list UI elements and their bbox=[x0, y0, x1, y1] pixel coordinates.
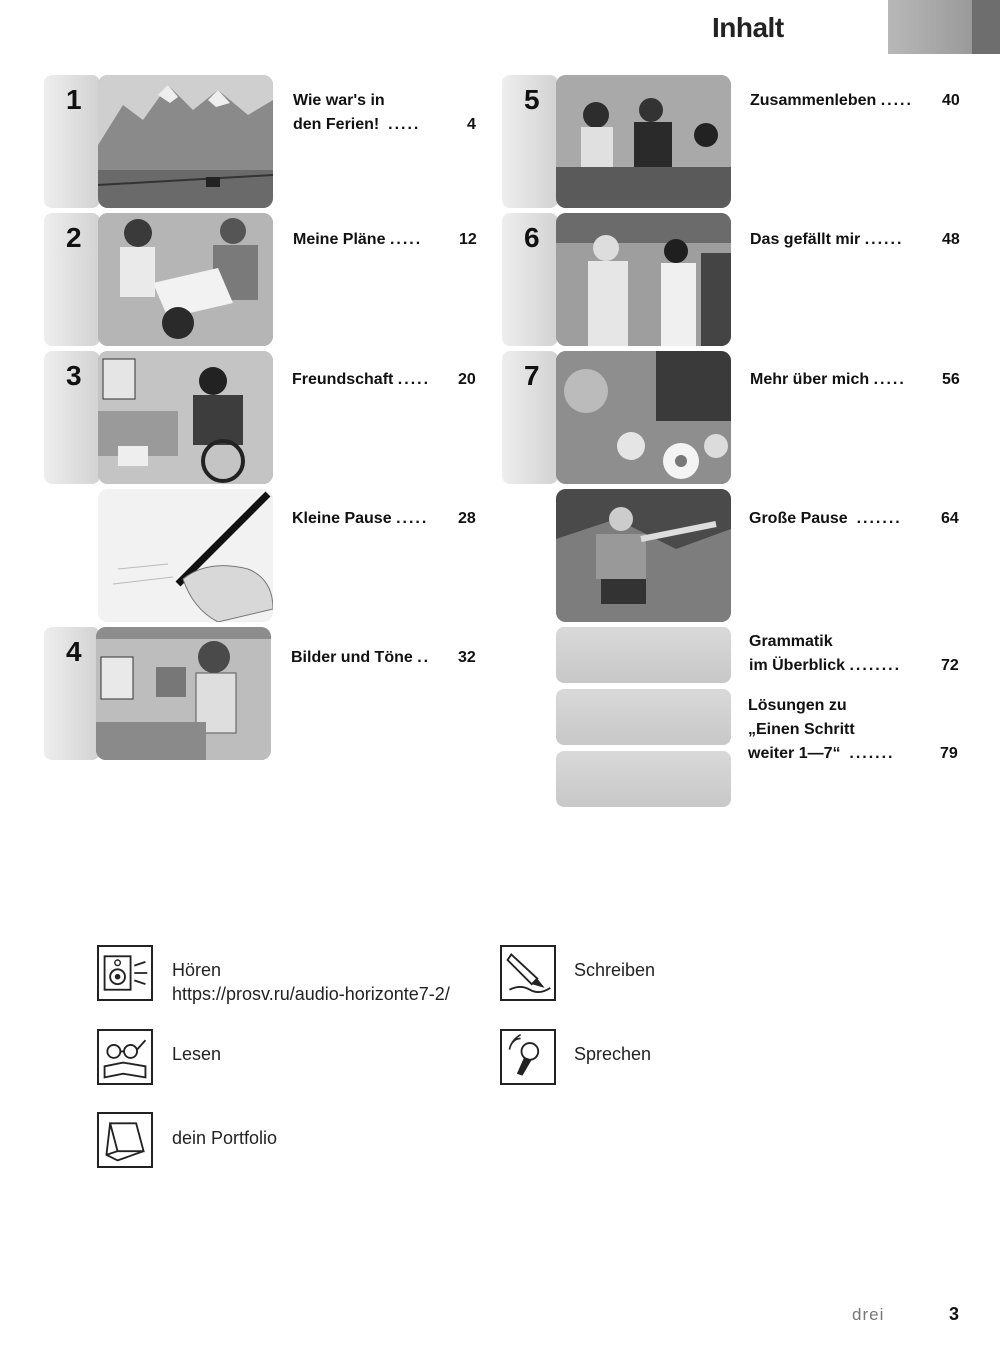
hand-writing-photo bbox=[98, 489, 273, 622]
reading-glasses-icon bbox=[97, 1029, 153, 1085]
chapter-number: 5 bbox=[524, 84, 540, 115]
folder-book-icon bbox=[97, 1112, 153, 1168]
toc-entry-chapter-4[interactable] bbox=[291, 646, 481, 670]
chapter-4-number-tab bbox=[44, 627, 100, 760]
toc-leader-dots: ..... bbox=[397, 371, 431, 388]
legend-lesen-label: Lesen bbox=[172, 1044, 222, 1064]
chapter-number: 1 bbox=[66, 84, 82, 115]
toc-page-number: 12 bbox=[459, 231, 477, 248]
text-block-image bbox=[556, 689, 731, 745]
legend-portfolio-label: dein Portfolio bbox=[172, 1128, 278, 1148]
toc-page-number: 64 bbox=[941, 510, 959, 527]
toc-leader-dots: ..... bbox=[389, 231, 423, 248]
chapter-number: 6 bbox=[524, 222, 540, 253]
flowers-crowd-photo bbox=[556, 351, 731, 484]
toc-leader-dots: ........ bbox=[849, 657, 902, 674]
toc-title: Bilder und Töne bbox=[291, 649, 413, 666]
toc-title-line1: Lösungen zu bbox=[748, 697, 847, 714]
teens-at-table-photo bbox=[556, 75, 731, 208]
toc-page-number: 48 bbox=[942, 231, 960, 248]
toc-title: Zusammenleben bbox=[750, 92, 877, 109]
legend-sprechen-label: Sprechen bbox=[574, 1044, 652, 1064]
toc-page-number: 40 bbox=[942, 92, 960, 109]
speaker-icon bbox=[97, 945, 153, 1001]
toc-leader-dots: ..... bbox=[396, 510, 429, 527]
toc-leader-dots: ..... bbox=[880, 92, 913, 109]
chapter-6-number-tab bbox=[502, 213, 558, 346]
chapter-1-number-tab bbox=[44, 75, 100, 208]
toc-entry-grammatik[interactable] bbox=[749, 630, 964, 678]
mountain-railway-photo bbox=[98, 75, 273, 208]
legend-schreiben-label: Schreiben bbox=[574, 960, 656, 980]
chapter-number: 7 bbox=[524, 360, 540, 391]
toc-title-line1: Wie war's in bbox=[293, 92, 385, 109]
chapter-number: 4 bbox=[66, 636, 82, 667]
toc-entry-kleine-pause[interactable] bbox=[292, 507, 482, 531]
toc-title-line2: den Ferien! bbox=[293, 116, 380, 133]
girls-shopping-photo bbox=[556, 213, 731, 346]
toc-title-line2: „Einen Schritt bbox=[748, 721, 855, 738]
toc-title: Das gefällt mir bbox=[750, 231, 861, 248]
toc-leader-dots: ..... bbox=[388, 116, 421, 133]
audio-url-link[interactable]: https://prosv.ru/audio-horizonte7-2/ bbox=[172, 984, 450, 1004]
toc-title: Kleine Pause bbox=[292, 510, 392, 527]
teens-with-magazines-photo bbox=[98, 213, 273, 346]
page-title: Inhalt bbox=[712, 12, 784, 43]
toc-page-number: 72 bbox=[941, 657, 959, 674]
toc-page-number: 4 bbox=[467, 116, 476, 133]
toc-leader-dots: ....... bbox=[856, 510, 902, 527]
toc-leader-dots: .. bbox=[417, 649, 431, 666]
toc-title: Mehr über mich bbox=[750, 371, 870, 388]
boy-at-computer-photo bbox=[96, 627, 271, 760]
text-block-image bbox=[556, 751, 731, 807]
friends-at-computer-photo bbox=[98, 351, 273, 484]
toc-page-number: 28 bbox=[458, 510, 476, 527]
page-number: 3 bbox=[949, 1304, 960, 1324]
pen-writing-icon bbox=[500, 945, 556, 1001]
toc-page-number: 32 bbox=[458, 649, 476, 666]
header-accent-bar bbox=[888, 0, 1000, 54]
chapter-3-number-tab bbox=[44, 351, 100, 484]
toc-leader-dots: ....... bbox=[849, 745, 895, 762]
toc-page-number: 79 bbox=[940, 745, 958, 762]
legend-hoeren-label: Hören bbox=[172, 960, 222, 980]
toc-entry-chapter-1[interactable] bbox=[293, 89, 483, 137]
toc-title-line1: Grammatik bbox=[749, 633, 833, 650]
chapter-number: 2 bbox=[66, 222, 82, 253]
toc-entry-chapter-6[interactable] bbox=[750, 228, 965, 252]
toc-entry-chapter-5[interactable] bbox=[750, 89, 965, 113]
grammar-text-block-image bbox=[556, 627, 731, 683]
page-number-word: drei bbox=[852, 1305, 885, 1324]
toc-leader-dots: ...... bbox=[864, 231, 904, 248]
toc-page-number: 20 bbox=[458, 371, 476, 388]
chapter-2-number-tab bbox=[44, 213, 100, 346]
toc-entry-loesungen[interactable] bbox=[748, 694, 963, 766]
toc-entry-chapter-7[interactable] bbox=[750, 368, 965, 392]
toc-page-number: 56 bbox=[942, 371, 960, 388]
toc-title-line3: weiter 1—7“ bbox=[748, 745, 841, 762]
toc-entry-chapter-2[interactable] bbox=[293, 228, 483, 252]
microphone-icon bbox=[500, 1029, 556, 1085]
chapter-7-number-tab bbox=[502, 351, 558, 484]
chapter-number: 3 bbox=[66, 360, 82, 391]
toc-title-line2: im Überblick bbox=[749, 657, 846, 674]
toc-leader-dots: ..... bbox=[873, 371, 906, 388]
toc-entry-chapter-3[interactable] bbox=[292, 368, 482, 392]
toc-title: Meine Pläne bbox=[293, 231, 386, 248]
climber-photo bbox=[556, 489, 731, 622]
chapter-5-number-tab bbox=[502, 75, 558, 208]
toc-title: Freundschaft bbox=[292, 371, 394, 388]
toc-title: Große Pause bbox=[749, 510, 848, 527]
toc-entry-grosse-pause[interactable] bbox=[749, 507, 964, 531]
